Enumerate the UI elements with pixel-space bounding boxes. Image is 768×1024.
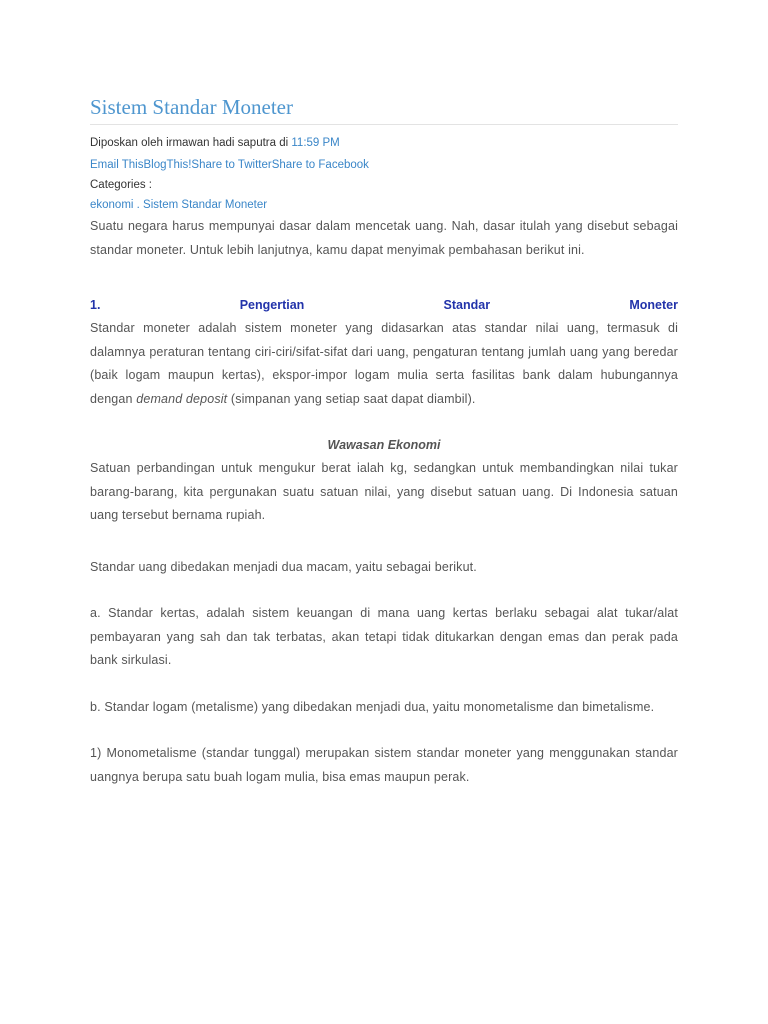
section-heading-wawasan: Wawasan Ekonomi — [327, 438, 441, 452]
definition-paragraph — [90, 317, 678, 411]
blog-post — [90, 0, 678, 789]
blogthis-link[interactable]: BlogThis! — [143, 159, 192, 171]
share-facebook-link[interactable]: Share to Facebook — [271, 159, 369, 171]
categories-list — [90, 195, 678, 215]
categories-label: Categories : — [90, 179, 153, 191]
intro-paragraph: Suatu negara harus mempunyai dasar dalam mencetak uang. Nah, dasar itulah yang disebut sebagai standar moneter. Untuk lebih lanjutnya, kamu dapat menyimak pembahasan berikut ini. — [90, 219, 678, 257]
definition-emphasis: demand deposit — [136, 391, 228, 406]
heading-number: 1. — [90, 298, 101, 312]
definition-text: Standar moneter adalah sistem moneter yang didasarkan atas standar nilai uang, termasuk di dalamnya peraturan tentang ciri-ciri/sifat-sifat dari uang, pengaturan tentang jumlah uang yang beredar (baik logam maupun kertas), ekspor-impor logam mulia serta fasilitas bank dalam hubungannya dengan — [90, 321, 678, 406]
share-links — [90, 155, 678, 175]
byline-text: Diposkan oleh irmawan hadi saputra di — [90, 137, 292, 149]
monometalisme-paragraph: 1) Monometalisme (standar tunggal) merupakan sistem standar moneter yang menggunakan standar uangnya berupa satu buah logam mulia, bisa emas maupun perak. — [90, 746, 678, 784]
heading-word: Standar — [443, 298, 491, 312]
standar-paragraph: Standar uang dibedakan menjadi dua macam, yaitu sebagai berikut. — [90, 559, 477, 574]
standar-kertas-paragraph: a. Standar kertas, adalah sistem keuangan di mana uang kertas berlaku sebagai alat tukar/alat pembayaran yang sah dan tak terbatas, akan tetapi tidak ditukarkan dengan emas dan perak pada bank sirkulasi. — [90, 606, 678, 667]
heading-word: Pengertian — [239, 298, 305, 312]
post-title[interactable]: Sistem Standar Moneter — [90, 0, 678, 125]
wawasan-paragraph: Satuan perbandingan untuk mengukur berat ialah kg, sedangkan untuk membandingkan nilai tukar barang-barang, kita pergunakan suatu satuan nilai, yang disebut satuan uang. Di Indonesia satuan uang tersebut bernama rupiah. — [90, 461, 678, 522]
post-byline — [90, 133, 678, 153]
email-this-link[interactable]: Email This — [90, 159, 144, 171]
post-time-link[interactable]: 11:59 PM — [291, 137, 340, 149]
category-link[interactable]: ekonomi . Sistem Standar Moneter — [90, 199, 268, 211]
heading-word: Moneter — [629, 298, 678, 312]
share-twitter-link[interactable]: Share to Twitter — [191, 159, 272, 171]
definition-text-end: (simpanan yang setiap saat dapat diambil). — [227, 391, 476, 406]
standar-logam-paragraph: b. Standar logam (metalisme) yang dibedakan menjadi dua, yaitu monometalisme dan bimetalisme. — [90, 699, 655, 714]
section-heading-pengertian — [90, 294, 678, 317]
